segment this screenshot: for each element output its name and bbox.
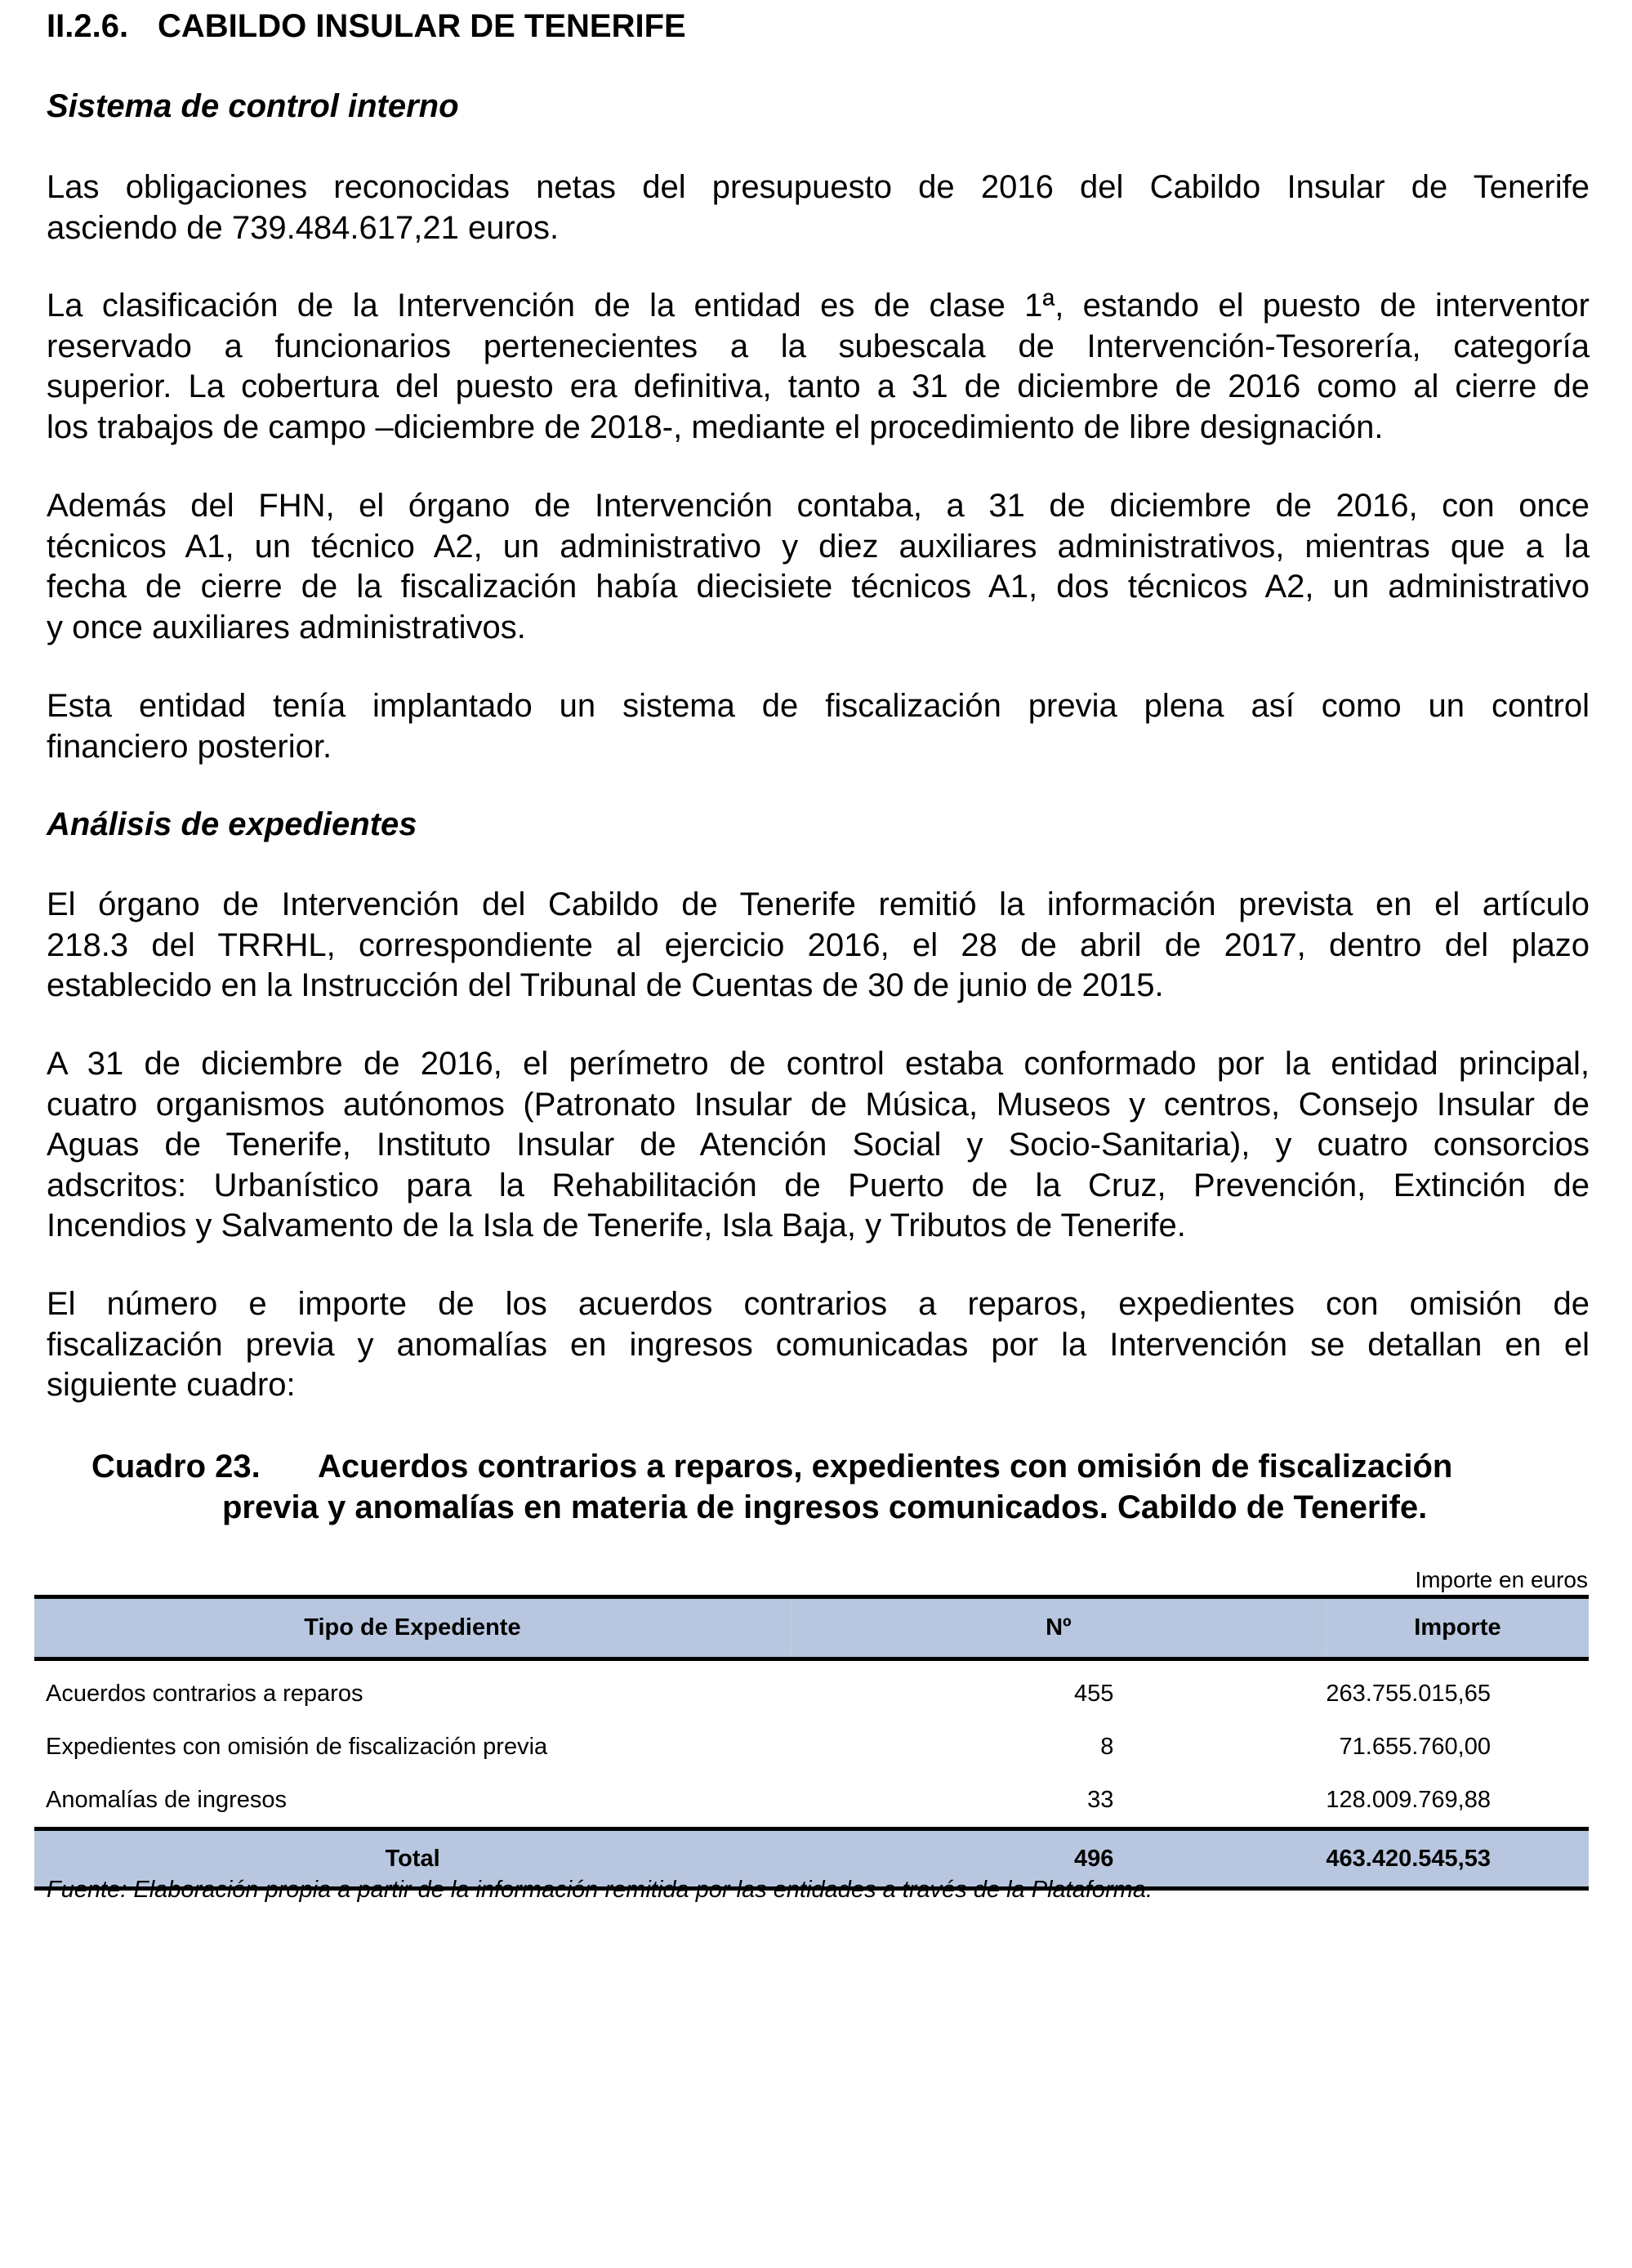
paragraph-remision xyxy=(47,885,1590,1007)
cell-importe: 263.755.015,65 xyxy=(1326,1681,1491,1707)
header-tipo: Tipo de Expediente xyxy=(34,1597,791,1659)
text-line: reservado a funcionarios pertenecientes a la subescala de Intervención-Tesorería, categoría xyxy=(47,328,1590,364)
paragraph-cuadro-intro xyxy=(47,1284,1590,1406)
cell-numero: 33 xyxy=(1087,1787,1114,1813)
cell-numero: 8 xyxy=(1100,1734,1114,1760)
paragraph-personal xyxy=(47,486,1590,648)
text-line: La clasificación de la Intervención de la entidad es de clase 1ª, estando el puesto de interventor xyxy=(47,288,1590,324)
source-note: Fuente: Elaboración propia a partir de la información remitida por las entidades a través de la Plataforma. xyxy=(47,1877,1153,1903)
text-line: El número e importe de los acuerdos contrarios a reparos, expedientes con omisión de xyxy=(47,1286,1590,1322)
total-numero: 496 xyxy=(791,1829,1326,1889)
text-line: técnicos A1, un técnico A2, un administrativo y diez auxiliares administrativos, mientras que a la xyxy=(47,528,1590,565)
text-line: adscritos: Urbanístico para la Rehabilitación de Puerto de la Cruz, Prevención, Extinción de xyxy=(47,1167,1590,1203)
text-line: establecido en la Instrucción del Tribunal de Cuentas de 30 de junio de 2015. xyxy=(47,967,1164,1003)
paragraph-sistema xyxy=(47,686,1590,767)
subheading-control-interno: Sistema de control interno xyxy=(47,88,459,124)
table-row xyxy=(34,1659,1589,1721)
table-header-row xyxy=(34,1597,1589,1659)
text-line: Aguas de Tenerife, Instituto Insular de Atención Social y Socio-Sanitaria), y cuatro consorcios xyxy=(47,1127,1590,1163)
text-line: 218.3 del TRRHL, correspondiente al ejercicio 2016, el 28 de abril de 2017, dentro del plazo xyxy=(47,926,1590,963)
total-importe: 463.420.545,53 xyxy=(1326,1829,1589,1889)
caption-label: Cuadro 23. xyxy=(91,1449,261,1484)
total-label: Total xyxy=(34,1829,791,1889)
text-line: fiscalización previa y anomalías en ingresos comunicadas por la Intervención se detallan en el xyxy=(47,1326,1590,1363)
text-line: Las obligaciones reconocidas netas del presupuesto de 2016 del Cabildo Insular de Tenerife xyxy=(47,169,1590,205)
text-line: Además del FHN, el órgano de Intervención contaba, a 31 de diciembre de 2016, con once xyxy=(47,488,1590,524)
cell-tipo: Expedientes con omisión de fiscalización previa xyxy=(46,1734,548,1760)
units-note: Importe en euros xyxy=(1415,1567,1588,1592)
header-importe: Importe xyxy=(1326,1597,1589,1659)
text-line: A 31 de diciembre de 2016, el perímetro de control estaba conformado por la entidad principal, xyxy=(47,1046,1590,1082)
cell-importe: 128.009.769,88 xyxy=(1326,1787,1491,1813)
paragraph-perimetro xyxy=(47,1044,1590,1247)
text-line: asciendo de 739.484.617,21 euros. xyxy=(47,209,560,246)
subheading-analisis: Análisis de expedientes xyxy=(47,806,417,842)
caption-line-2: previa y anomalías en materia de ingresos comunicados. Cabildo de Tenerife. xyxy=(222,1489,1428,1525)
text-line: El órgano de Intervención del Cabildo de Tenerife remitió la información prevista en el artículo xyxy=(47,886,1590,922)
table-row xyxy=(34,1774,1589,1829)
text-line: superior. La cobertura del puesto era definitiva, tanto a 31 de diciembre de 2016 como al cierre de xyxy=(47,368,1590,404)
text-line: fecha de cierre de la fiscalización había diecisiete técnicos A1, dos técnicos A2, un administrativo xyxy=(47,569,1590,605)
text-line: y once auxiliares administrativos. xyxy=(47,609,526,645)
cell-importe: 71.655.760,00 xyxy=(1339,1734,1491,1760)
table-row xyxy=(34,1721,1589,1774)
text-line: Esta entidad tenía implantado un sistema de fiscalización previa plena así como un control xyxy=(47,688,1590,724)
expedientes-table xyxy=(34,1595,1589,1891)
text-line: financiero posterior. xyxy=(47,728,332,765)
section-number: II.2.6. xyxy=(47,8,129,44)
cell-tipo: Acuerdos contrarios a reparos xyxy=(46,1681,363,1707)
text-line: cuatro organismos autónomos (Patronato Insular de Música, Museos y centros, Consejo Insular de xyxy=(47,1086,1590,1123)
paragraph-obligaciones xyxy=(47,167,1590,248)
paragraph-clasificacion xyxy=(47,286,1590,448)
section-heading xyxy=(47,8,686,45)
section-title: CABILDO INSULAR DE TENERIFE xyxy=(158,8,686,44)
cell-numero: 455 xyxy=(1074,1681,1114,1707)
table-caption xyxy=(91,1446,1562,1528)
text-line: los trabajos de campo –diciembre de 2018-, mediante el procedimiento de libre designación. xyxy=(47,409,1384,445)
header-numero: Nº xyxy=(791,1597,1326,1659)
text-line: Incendios y Salvamento de la Isla de Tenerife, Isla Baja, y Tributos de Tenerife. xyxy=(47,1208,1186,1243)
caption-line-1: Acuerdos contrarios a reparos, expedientes con omisión de fiscalización xyxy=(318,1449,1453,1484)
text-line: siguiente cuadro: xyxy=(47,1367,296,1403)
cell-tipo: Anomalías de ingresos xyxy=(46,1787,287,1813)
